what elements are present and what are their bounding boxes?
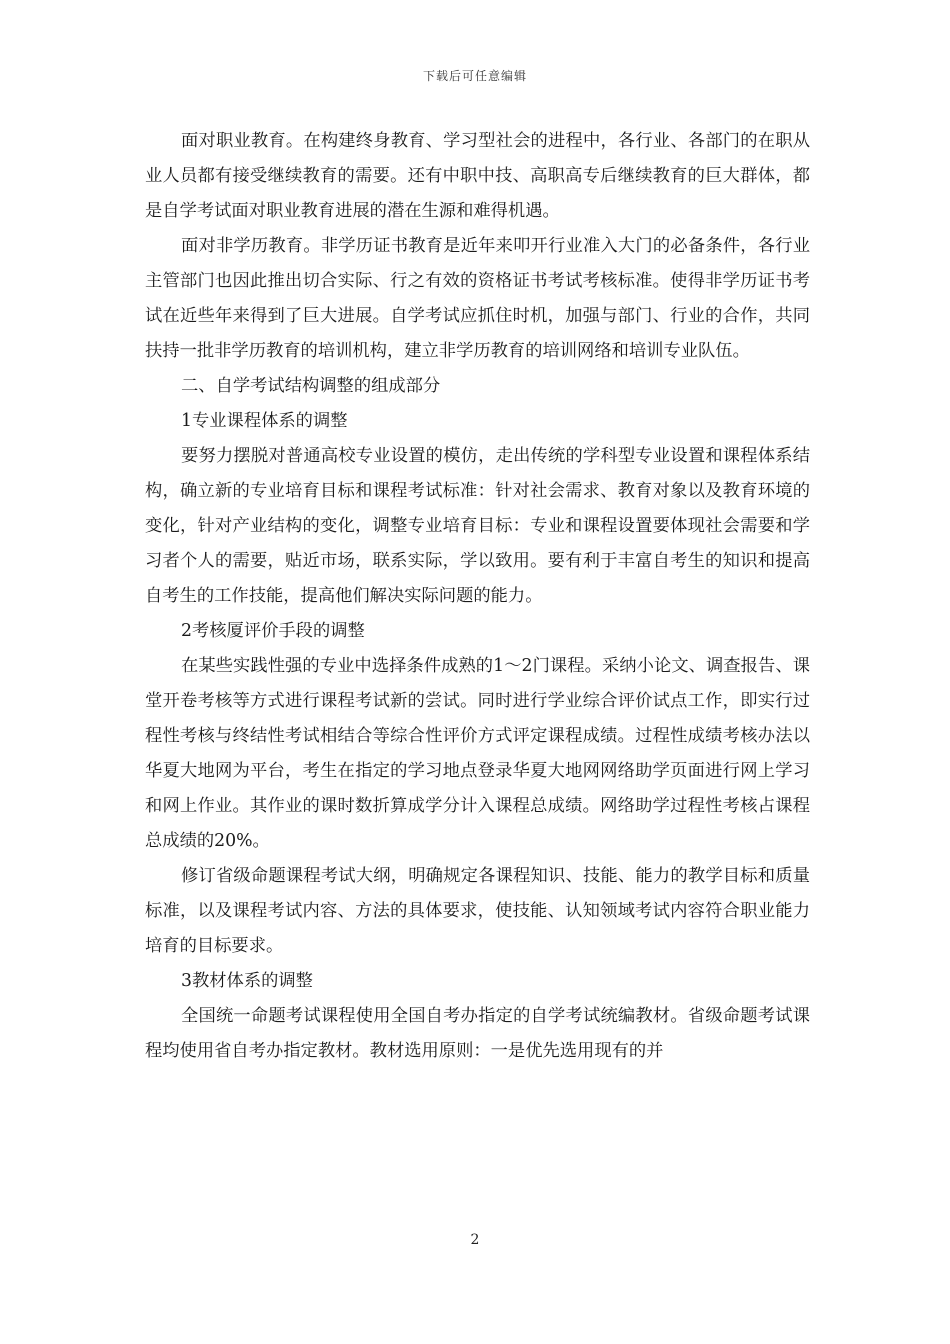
paragraph-non-degree-education: 面对非学历教育。非学历证书教育是近年来叩开行业准入大门的必备条件，各行业主管部门也因此推出切合实际、行之有效的资格证书考试考核标准。使得非学历证书考试在近些年来得到了巨大进展。自学考试应抓住时机，加强与部门、行业的合作，共同扶持一批非学历教育的培训机构，建立非学历教育的培训网络和培训专业队伍。 bbox=[145, 236, 810, 361]
subsection-heading-1: 1专业课程体系的调整 bbox=[181, 411, 348, 431]
paragraph-curriculum-adjustment: 要努力摆脱对普通高校专业设置的模仿，走出传统的学科型专业设置和课程体系结构，确立新的专业培育目标和课程考试标准：针对社会需求、教育对象以及教育环境的变化，针对产业结构的变化，调整专业培育目标：专业和课程设置要体现社会需要和学习者个人的需要，贴近市场，联系实际，学以致用。要有利于丰富自考生的知识和提高自考生的工作技能，提高他们解决实际问题的能力。 bbox=[145, 446, 810, 606]
page-number: 2 bbox=[470, 1232, 480, 1248]
subsection-heading-2: 2考核厦评价手段的调整 bbox=[181, 621, 365, 641]
subsection-heading-3: 3教材体系的调整 bbox=[181, 971, 313, 991]
page-header: 下载后可任意编辑 bbox=[422, 69, 527, 83]
paragraph-exam-syllabus: 修订省级命题课程考试大纲，明确规定各课程知识、技能、能力的教学目标和质量标准，以及课程考试内容、方法的具体要求，使技能、认知领域考试内容符合职业能力培育的目标要求。 bbox=[145, 866, 810, 956]
section-heading-2: 二、自学考试结构调整的组成部分 bbox=[181, 376, 441, 396]
paragraph-assessment-methods: 在某些实践性强的专业中选择条件成熟的1～2门课程。采纳小论文、调查报告、课堂开卷考核等方式进行课程考试新的尝试。同时进行学业综合评价试点工作，即实行过程性考核与终结性考试相结合等综合性评价方式评定课程成绩。过程性成绩考核办法以华夏大地网为平台，考生在指定的学习地点登录华夏大地网网络助学页面进行网上学习和网上作业。其作业的课时数折算成学分计入课程总成绩。网络助学过程性考核占课程总成绩的20%。 bbox=[145, 656, 810, 851]
paragraph-textbook-system: 全国统一命题考试课程使用全国自考办指定的自学考试统编教材。省级命题考试课程均使用省自考办指定教材。教材选用原则：一是优先选用现有的并 bbox=[145, 1006, 810, 1061]
document-body bbox=[145, 124, 810, 1069]
paragraph-vocational-education: 面对职业教育。在构建终身教育、学习型社会的进程中，各行业、各部门的在职从业人员都有接受继续教育的需要。还有中职中技、高职高专后继续教育的巨大群体，都是自学考试面对职业教育进展的潜在生源和难得机遇。 bbox=[145, 131, 810, 221]
